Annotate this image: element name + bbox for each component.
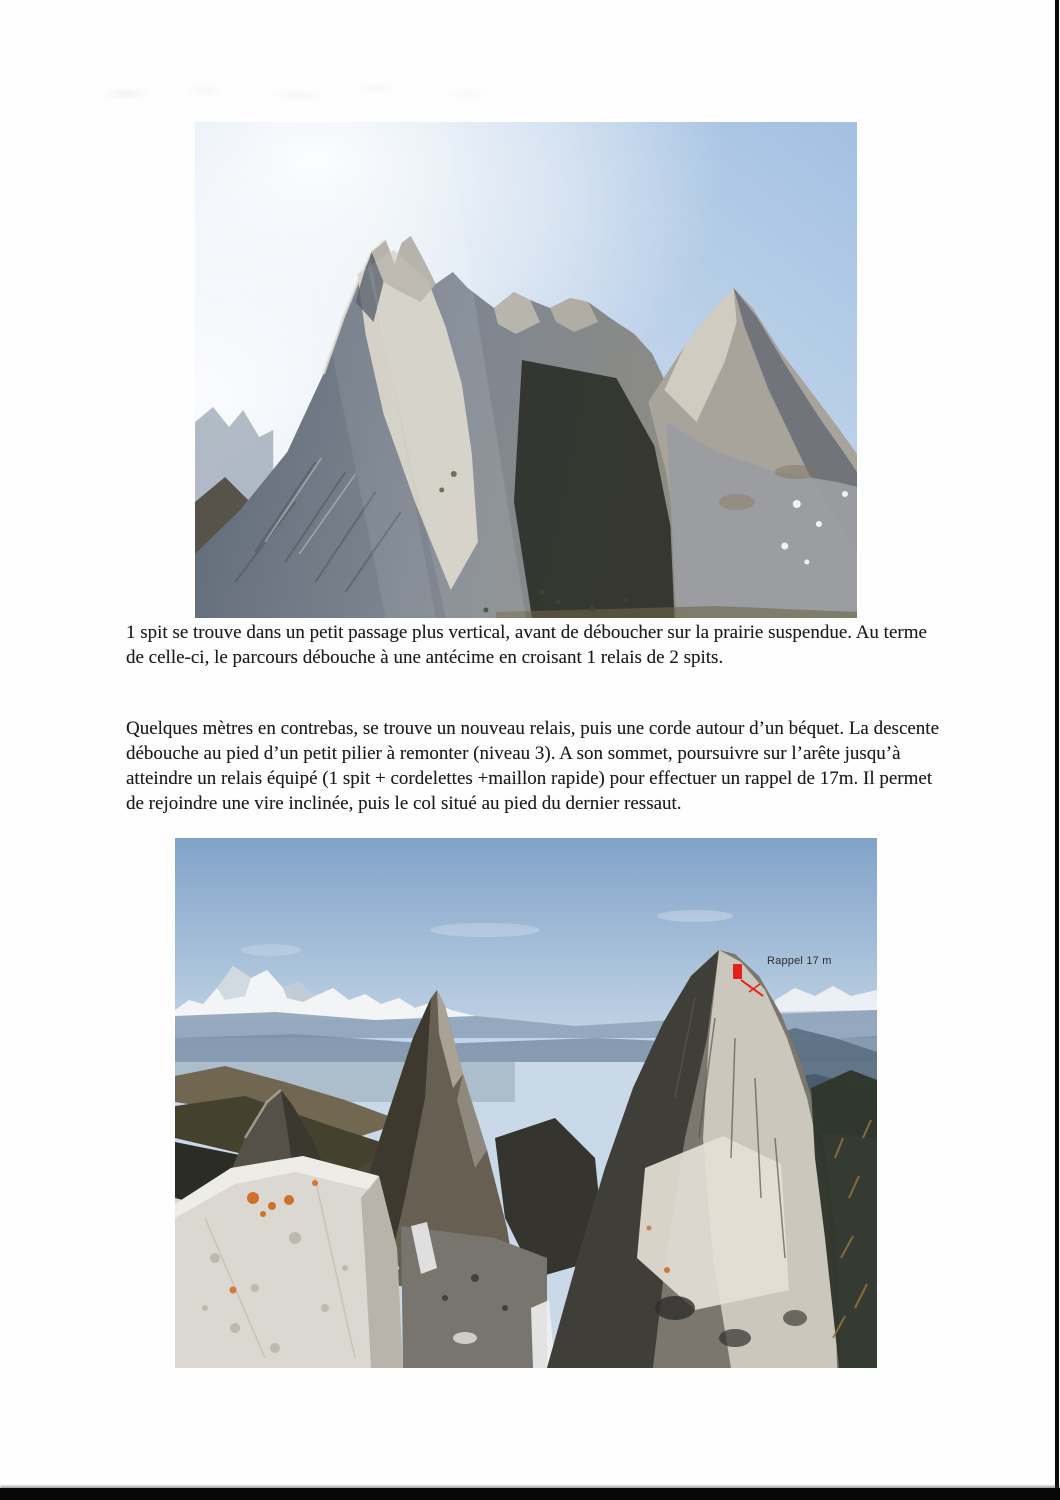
scan-bleedthrough-smudge	[80, 74, 650, 110]
photo-rappel-view-image	[175, 838, 877, 1368]
photo-arete-ascent-image	[195, 122, 857, 618]
scan-edge-right	[1055, 0, 1059, 1500]
paragraph-spit-passage: 1 spit se trouve dans un petit passage plus vertical, avant de déboucher sur la prairie suspendue. Au terme de celle-ci, le parcours débouche à une antécime en croisant 1 relais de 2 spits.	[126, 622, 927, 668]
photo-arete-ascent	[195, 122, 857, 618]
scan-edge-bottom	[0, 1488, 1060, 1500]
photo-rappel-view	[175, 838, 877, 1368]
rappel-annotation-label: Rappel 17 m	[767, 955, 832, 967]
paragraph-descente-rappel: Quelques mètres en contrebas, se trouve un nouveau relais, puis une corde autour d’un béquet. La descente débouche au pied d’un petit pilier à remonter (niveau 3). A son sommet, poursuivre sur l’arête jusqu’à atteindre un relais équipé (1 spit + cordelettes +maillon rapide) pour effectuer un rappel de 17m. Il permet de rejoindre une vire inclinée, puis le col situé au pied du dernier ressaut.	[126, 718, 940, 814]
photo2-foreground-boulder	[175, 1156, 403, 1368]
